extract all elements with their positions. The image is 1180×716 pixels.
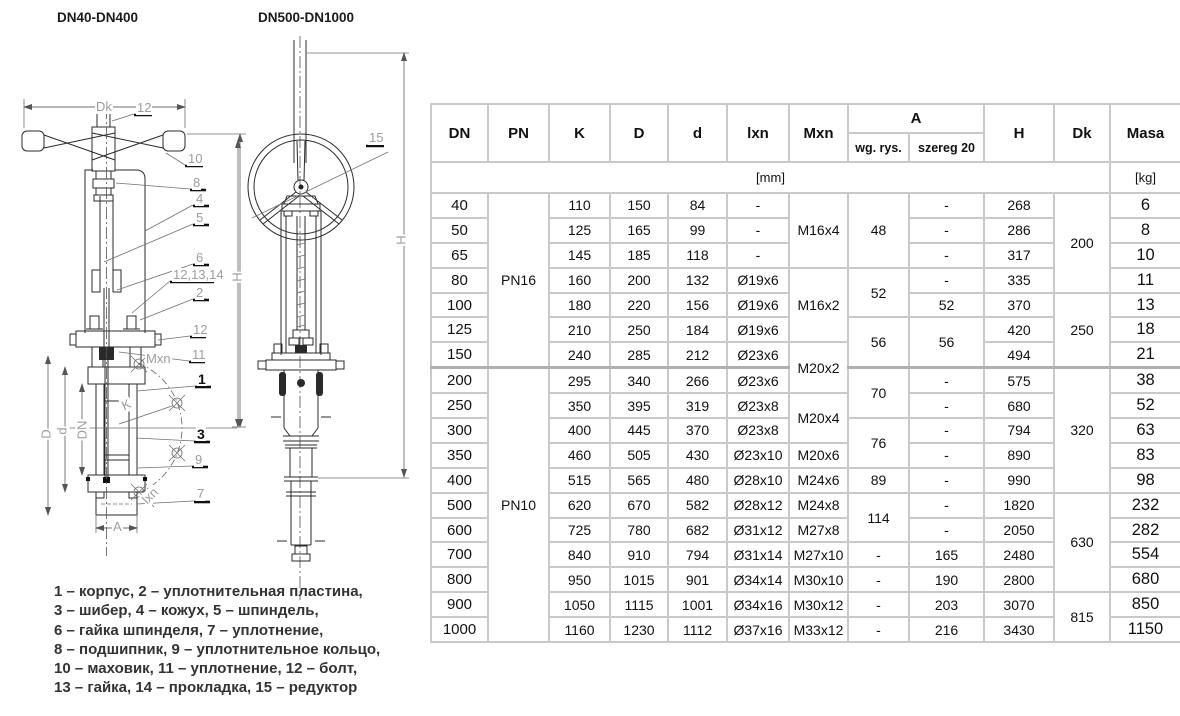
table-cell: M20x2 <box>789 342 848 393</box>
table-cell: 1820 <box>984 493 1054 518</box>
table-cell: 250 <box>610 317 668 342</box>
table-cell: 266 <box>668 368 727 393</box>
drawing-label: 6 <box>196 250 204 265</box>
legend-line: 10 – маховик, 11 – уплотнение, 12 – болт, <box>54 660 358 678</box>
legend-line: 6 – гайка шпинделя, 7 – уплотнение, <box>54 621 324 639</box>
table-cell: M16x2 <box>789 268 848 343</box>
drawing-label: 3 <box>197 426 205 442</box>
drawing-label: K <box>119 395 134 414</box>
table-cell: M20x4 <box>789 393 848 443</box>
table-cell: 84 <box>668 193 727 218</box>
table-cell: Ø23x10 <box>727 443 789 468</box>
drawing-label: 10 <box>188 151 203 166</box>
table-cell: 21 <box>1110 342 1180 367</box>
table-cell: 125 <box>549 218 610 243</box>
table-cell: 794 <box>668 542 727 567</box>
table-cell: 3430 <box>984 617 1054 642</box>
table-cell: Ø37x16 <box>727 617 789 642</box>
table-cell: 70 <box>848 368 909 418</box>
table-cell: Ø23x6 <box>727 342 789 367</box>
table-cell: M24x8 <box>789 493 848 518</box>
legend-line: 1 – корпус, 2 – уплотнительная пластина, <box>54 583 363 600</box>
table-cell: 232 <box>1110 493 1180 518</box>
table-cell: M33x12 <box>789 617 848 642</box>
table-cell: 910 <box>610 542 668 567</box>
table-cell: 2480 <box>984 542 1054 567</box>
drawing-label: 7 <box>197 486 205 501</box>
table-cell: M27x8 <box>789 518 848 543</box>
table-cell: Ø28x10 <box>727 468 789 493</box>
table-cell: - <box>848 542 909 567</box>
table-cell: 780 <box>610 518 668 543</box>
table-cell: 184 <box>668 317 727 342</box>
table-cell: 900 <box>431 592 488 617</box>
table-cell: 430 <box>668 443 727 468</box>
drawing-title-right: DN500-DN1000 <box>258 10 355 25</box>
table-cell: 150 <box>610 193 668 218</box>
col-header-lxn: lxn <box>727 104 789 162</box>
table-cell: 554 <box>1110 542 1180 567</box>
table-cell: 150 <box>431 342 488 367</box>
table-cell: 38 <box>1110 368 1180 393</box>
table-cell: 145 <box>549 243 610 268</box>
table-cell: 56 <box>848 317 909 367</box>
table-cell: Ø34x14 <box>727 567 789 592</box>
table-cell: 50 <box>431 218 488 243</box>
table-cell: 575 <box>984 368 1054 393</box>
table-cell: 6 <box>1110 193 1180 218</box>
table-cell: 901 <box>668 567 727 592</box>
table-cell: - <box>909 243 984 268</box>
dimension-table <box>430 103 1180 643</box>
drawing-label: 12,13,14 <box>173 267 224 282</box>
col-header-dn: DN <box>431 104 488 162</box>
table-cell: - <box>727 243 789 268</box>
table-cell: 56 <box>909 317 984 367</box>
legend-line: 8 – подшипник, 9 – уплотнительное кольцо, <box>54 640 381 658</box>
table-cell: 200 <box>431 368 488 393</box>
table-cell: 200 <box>1054 193 1110 293</box>
table-cell: Ø28x12 <box>727 493 789 518</box>
table-cell: 99 <box>668 218 727 243</box>
table-cell: 990 <box>984 468 1054 493</box>
table-cell: - <box>909 368 984 393</box>
table-cell: M16x4 <box>789 193 848 268</box>
col-header-a-szereg20: szereg 20 <box>909 133 984 162</box>
table-cell: 125 <box>431 317 488 342</box>
table-cell: 282 <box>1110 518 1180 543</box>
table-cell: Ø34x16 <box>727 592 789 617</box>
table-cell: PN16 <box>488 193 549 368</box>
table-cell: 890 <box>984 443 1054 468</box>
table-cell: - <box>909 193 984 218</box>
table-cell: 950 <box>549 567 610 592</box>
table-cell: 800 <box>431 567 488 592</box>
drawing-label: 8 <box>193 175 201 190</box>
table-cell: 445 <box>610 418 668 443</box>
table-cell: 350 <box>431 443 488 468</box>
table-cell: 286 <box>984 218 1054 243</box>
table-cell: - <box>727 218 789 243</box>
table-cell: 400 <box>431 468 488 493</box>
drawing-label: 4 <box>196 191 204 206</box>
drawing-label: Dk <box>96 99 112 114</box>
drawing-dn500-dn1000 <box>229 36 409 600</box>
table-cell: 582 <box>668 493 727 518</box>
table-cell: 165 <box>610 218 668 243</box>
table-cell: 620 <box>549 493 610 518</box>
table-cell: 65 <box>431 243 488 268</box>
table-cell: PN10 <box>488 368 549 642</box>
drawing-label: 15 <box>369 130 384 145</box>
table-cell: 212 <box>668 342 727 367</box>
table-cell: 295 <box>549 368 610 393</box>
table-cell: 200 <box>610 268 668 293</box>
table-cell: 1050 <box>549 592 610 617</box>
table-cell: 1001 <box>668 592 727 617</box>
table-cell: 1115 <box>610 592 668 617</box>
table-cell: - <box>909 268 984 293</box>
table-cell: 500 <box>431 493 488 518</box>
table-cell: 10 <box>1110 243 1180 268</box>
table-cell: - <box>909 418 984 443</box>
drawing-label: 9 <box>195 452 203 467</box>
table-cell: 460 <box>549 443 610 468</box>
table-cell: Ø23x6 <box>727 368 789 393</box>
table-cell: 1150 <box>1110 617 1180 642</box>
table-cell: 1015 <box>610 567 668 592</box>
table-cell: 1112 <box>668 617 727 642</box>
table-cell: 63 <box>1110 418 1180 443</box>
table-cell: 156 <box>668 293 727 318</box>
table-cell: 505 <box>610 443 668 468</box>
table-cell: 2800 <box>984 567 1054 592</box>
table-cell: - <box>909 393 984 418</box>
table-cell: 2050 <box>984 518 1054 543</box>
table-cell: 110 <box>549 193 610 218</box>
table-cell: M27x10 <box>789 542 848 567</box>
drawing-title-left: DN40-DN400 <box>57 10 139 25</box>
table-cell: Ø31x12 <box>727 518 789 543</box>
drawing-label: Mxn <box>146 351 171 366</box>
table-cell: 48 <box>848 193 909 268</box>
col-header-a-wg-rys: wg. rys. <box>848 133 909 162</box>
table-cell: 40 <box>431 193 488 218</box>
table-cell: - <box>909 218 984 243</box>
table-cell: 76 <box>848 418 909 468</box>
table-cell: 52 <box>1110 393 1180 418</box>
table-cell: 52 <box>848 268 909 318</box>
col-header-k: K <box>549 104 610 162</box>
col-header-mxn: Mxn <box>789 104 848 162</box>
table-cell: 98 <box>1110 468 1180 493</box>
table-cell: 350 <box>549 393 610 418</box>
table-cell: 11 <box>1110 268 1180 293</box>
table-cell: 210 <box>549 317 610 342</box>
table-cell: 370 <box>984 293 1054 318</box>
table-cell: 682 <box>668 518 727 543</box>
table-cell: 8 <box>1110 218 1180 243</box>
table-cell: 630 <box>1054 493 1110 593</box>
drawing-label: H <box>229 272 245 282</box>
table-cell: 3070 <box>984 592 1054 617</box>
drawing-label: DN <box>74 420 90 440</box>
col-header-d-small: d <box>668 104 727 162</box>
table-cell: 565 <box>610 468 668 493</box>
table-cell: 165 <box>909 542 984 567</box>
table-cell: Ø31x14 <box>727 542 789 567</box>
table-cell: 600 <box>431 518 488 543</box>
col-header-h: H <box>984 104 1054 162</box>
table-cell: 240 <box>549 342 610 367</box>
table-cell: 320 <box>1054 368 1110 493</box>
table-cell: 250 <box>431 393 488 418</box>
table-cell: 395 <box>610 393 668 418</box>
table-cell: - <box>909 468 984 493</box>
drawing-label: D <box>38 429 54 439</box>
table-cell: 335 <box>984 268 1054 293</box>
table-cell: 114 <box>848 493 909 543</box>
table-cell: 268 <box>984 193 1054 218</box>
parts-legend <box>54 582 380 698</box>
table-cell: 317 <box>984 243 1054 268</box>
table-cell: Ø19x6 <box>727 268 789 293</box>
table-cell: 1230 <box>610 617 668 642</box>
table-cell: 185 <box>610 243 668 268</box>
table-cell: - <box>909 493 984 518</box>
units-kg: [kg] <box>1110 162 1180 193</box>
table-cell: - <box>848 617 909 642</box>
table-cell: 220 <box>610 293 668 318</box>
table-cell: 1000 <box>431 617 488 642</box>
col-header-pn: PN <box>488 104 549 162</box>
table-cell: 1160 <box>549 617 610 642</box>
table-cell: 700 <box>431 542 488 567</box>
drawing-label: H <box>393 235 409 245</box>
table-cell: 13 <box>1110 293 1180 318</box>
table-cell: 340 <box>610 368 668 393</box>
table-cell: 725 <box>549 518 610 543</box>
table-cell: 850 <box>1110 592 1180 617</box>
legend-line: 13 – гайка, 14 – прокладка, 15 – редуктор <box>54 679 358 697</box>
table-cell: 216 <box>909 617 984 642</box>
table-cell: 52 <box>909 293 984 318</box>
table-cell: 18 <box>1110 317 1180 342</box>
table-cell: - <box>848 592 909 617</box>
drawing-label: A <box>113 519 122 534</box>
units-mm: [mm] <box>431 162 1110 193</box>
table-cell: 370 <box>668 418 727 443</box>
table-cell: 680 <box>984 393 1054 418</box>
table-cell: - <box>909 443 984 468</box>
drawing-label: 1 <box>198 371 206 387</box>
table-cell: Ø23x8 <box>727 418 789 443</box>
drawing-label: 12 <box>193 322 208 337</box>
table-cell: 80 <box>431 268 488 293</box>
table-cell: 83 <box>1110 443 1180 468</box>
drawing-dn40-dn400 <box>22 99 246 556</box>
col-header-a: A <box>848 104 984 133</box>
table-cell: 89 <box>848 468 909 493</box>
table-cell: - <box>727 193 789 218</box>
table-cell: 670 <box>610 493 668 518</box>
col-header-d-big: D <box>610 104 668 162</box>
table-cell: - <box>848 567 909 592</box>
table-cell: 515 <box>549 468 610 493</box>
table-cell: 400 <box>549 418 610 443</box>
table-cell: 815 <box>1054 592 1110 642</box>
table-cell: 300 <box>431 418 488 443</box>
table-cell: 319 <box>668 393 727 418</box>
drawing-label: 2 <box>196 285 204 300</box>
drawing-label: 12 <box>137 100 152 115</box>
table-cell: 203 <box>909 592 984 617</box>
table-cell: 480 <box>668 468 727 493</box>
table-cell: 160 <box>549 268 610 293</box>
drawing-label: 11 <box>192 347 206 362</box>
table-cell: M20x6 <box>789 443 848 468</box>
table-cell: 420 <box>984 317 1054 342</box>
table-cell: 132 <box>668 268 727 293</box>
table-cell: 285 <box>610 342 668 367</box>
table-cell: 840 <box>549 542 610 567</box>
legend-line: 3 – шибер, 4 – кожух, 5 – шпиндель, <box>54 602 319 620</box>
table-cell: 180 <box>549 293 610 318</box>
table-cell: 794 <box>984 418 1054 443</box>
table-cell: 680 <box>1110 567 1180 592</box>
table-cell: 494 <box>984 342 1054 367</box>
drawing-label: d <box>54 427 70 435</box>
drawing-label: 5 <box>196 210 204 225</box>
table-cell: 190 <box>909 567 984 592</box>
col-header-masa: Masa <box>1110 104 1180 162</box>
table-cell: M30x10 <box>789 567 848 592</box>
table-cell: Ø23x8 <box>727 393 789 418</box>
table-cell: M30x12 <box>789 592 848 617</box>
table-cell: - <box>909 518 984 543</box>
table-cell: Ø19x6 <box>727 317 789 342</box>
table-cell: 100 <box>431 293 488 318</box>
table-cell: Ø19x6 <box>727 293 789 318</box>
drawing-label: lxn <box>138 484 162 507</box>
col-header-dk: Dk <box>1054 104 1110 162</box>
table-cell: 250 <box>1054 293 1110 368</box>
table-cell: M24x6 <box>789 468 848 493</box>
table-cell: 118 <box>668 243 727 268</box>
